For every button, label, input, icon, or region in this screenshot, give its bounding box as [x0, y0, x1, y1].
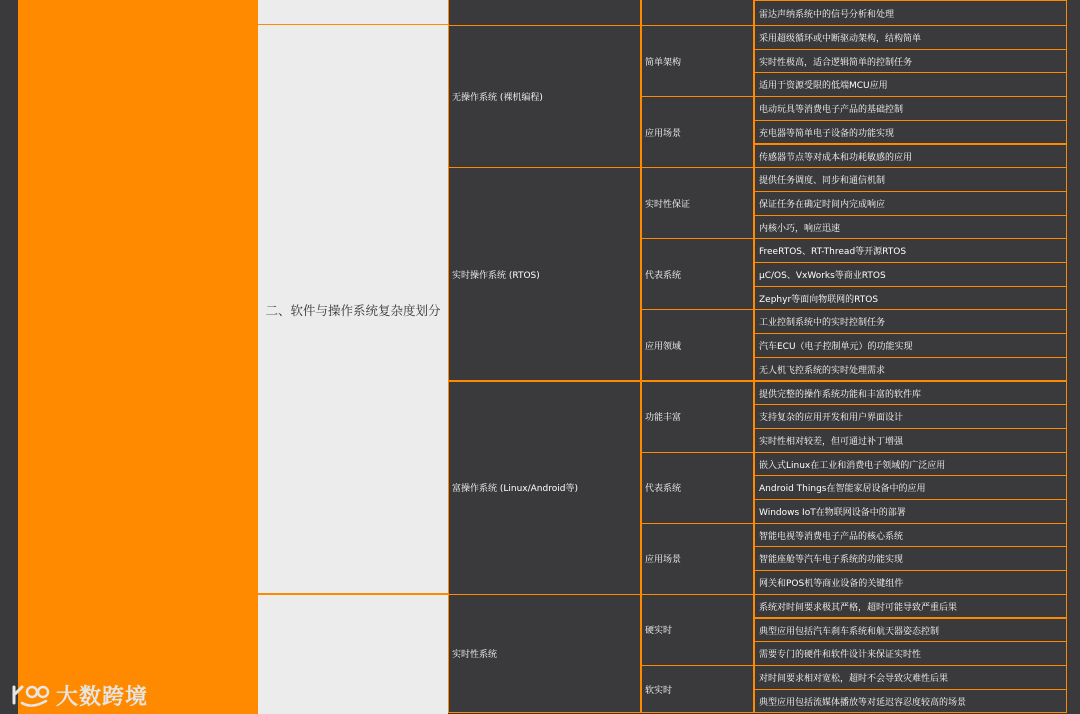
leaf-label: 网关和POS机等商业设备的关键组件 — [759, 579, 904, 590]
category-label: 无操作系统 (裸机编程) — [452, 93, 543, 104]
watermark — [10, 680, 148, 710]
leaf-label: 工业控制系统中的实时控制任务 — [759, 318, 886, 329]
section-title: 二、软件与操作系统复杂度划分 — [265, 303, 441, 319]
leaf-label: 实时性极高，适合逻辑简单的控制任务 — [759, 57, 913, 68]
leaf-label: 系统对时间要求极其严格，超时可能导致严重后果 — [759, 602, 958, 613]
leaf-label: 提供完整的操作系统功能和丰富的软件库 — [759, 389, 922, 400]
leaf-label: 充电器等简单电子设备的功能实现 — [759, 128, 895, 139]
leaf-label: 智能电视等消费电子产品的核心系统 — [759, 531, 904, 542]
leaf-label: 提供任务调度、同步和通信机制 — [759, 176, 886, 187]
watermark-text: 大数跨境 — [56, 683, 149, 709]
leaf-label: 典型应用包括汽车刹车系统和航天器姿态控制 — [759, 626, 940, 637]
leaf-label: Android Things在智能家居设备中的应用 — [759, 484, 926, 495]
category-cell — [448, 0, 641, 26]
leaf-label: 无人机飞控系统的实时处理需求 — [759, 365, 886, 376]
leaf-label: 典型应用包括流媒体播放等对延迟容忍度较高的场景 — [759, 697, 967, 708]
leaf-label: 支持复杂的应用开发和用户界面设计 — [759, 413, 904, 424]
group-label: 应用场景 — [645, 128, 682, 139]
group-label: 代表系统 — [645, 484, 682, 495]
leaf-label: 传感器节点等对成本和功耗敏感的应用 — [759, 152, 913, 163]
leaf-label: Windows IoT在物联网设备中的部署 — [759, 508, 906, 518]
group-label: 硬实时 — [645, 626, 673, 637]
leaf-label: FreeRTOS、RT-Thread等开源RTOS — [759, 247, 907, 258]
group-label: 代表系统 — [645, 270, 682, 281]
leaf-label: 雷达声纳系统中的信号分析和处理 — [759, 10, 895, 20]
leaf-label: 适用于资源受限的低端MCU应用 — [759, 81, 888, 92]
leaf-label: 保证任务在确定时间内完成响应 — [759, 199, 886, 210]
leaf-label: 实时性相对较差，但可通过补丁增强 — [759, 436, 904, 447]
group-cell — [641, 0, 754, 26]
leaf-label: 对时间要求相对宽松，超时不会导致灾难性后果 — [759, 673, 949, 684]
section-column — [258, 0, 448, 714]
leaf-label: 需要专门的硬件和软件设计来保证实时性 — [759, 650, 922, 661]
group-label: 实时性保证 — [645, 199, 691, 210]
category-label: 富操作系统 (Linux/Android等) — [452, 484, 578, 495]
leaf-label: Zephyr等面向物联网的RTOS — [759, 294, 879, 305]
leaf-label: 嵌入式Linux在工业和消费电子领域的广泛应用 — [759, 460, 946, 471]
leaf-label: 电动玩具等消费电子产品的基础控制 — [759, 105, 904, 116]
leaf-label: μC/OS、VxWorks等商业RTOS — [759, 271, 886, 281]
group-label: 简单架构 — [645, 57, 682, 68]
left-dark-strip — [0, 0, 18, 714]
group-label: 应用场景 — [645, 555, 682, 566]
group-label: 功能丰富 — [645, 413, 682, 424]
section-divider — [258, 24, 448, 25]
category-label: 实时操作系统 (RTOS) — [452, 270, 540, 281]
group-label: 应用领域 — [645, 341, 682, 352]
group-label: 软实时 — [645, 685, 673, 696]
leaf-label: 汽车ECU（电子控制单元）的功能实现 — [759, 342, 913, 353]
category-label: 实时性系统 — [452, 650, 498, 661]
leaf-label: 采用超级循环或中断驱动架构，结构简单 — [759, 34, 922, 44]
section-divider — [258, 593, 448, 595]
leaf-label: 内核小巧，响应迅速 — [759, 223, 841, 234]
orange-level1-column — [18, 0, 258, 714]
leaf-label: 智能座舱等汽车电子系统的功能实现 — [759, 555, 904, 566]
watermark-logo-icon — [10, 681, 50, 709]
